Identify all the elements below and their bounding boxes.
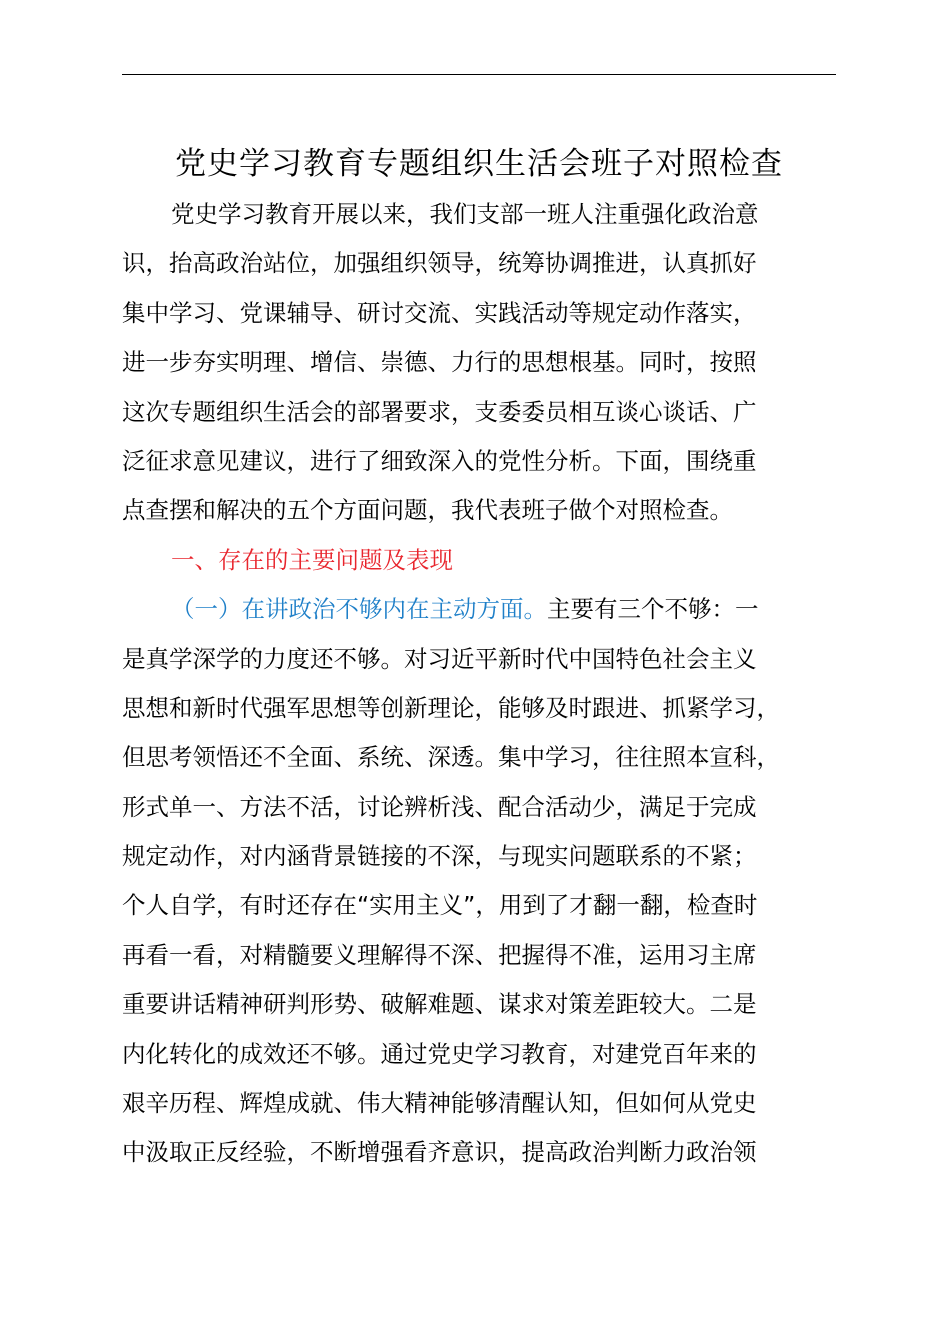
paragraph-line: 重要讲话精神研判形势、破解难题、谋求对策差距较大。二是	[122, 990, 757, 1019]
paragraph-line: 形式单一、方法不活，讨论辨析浅、配合活动少，满足于完成	[122, 792, 757, 821]
paragraph-line: 规定动作，对内涵背景链接的不深，与现实问题联系的不紧；	[122, 842, 757, 871]
subsection-heading: （一）在讲政治不够内在主动方面。	[171, 595, 547, 624]
subsection-line	[122, 585, 842, 634]
paragraph-line: 但思考领悟还不全面、系统、深透。集中学习，往往照本宣科，	[122, 743, 780, 772]
paragraph-line: 再看一看，对精髓要义理解得不深、把握得不准，运用习主席	[122, 940, 757, 969]
document-title: 党史学习教育专题组织生活会班子对照检查	[175, 146, 783, 182]
header-rule	[122, 74, 836, 75]
paragraph-line: 这次专题组织生活会的部署要求，支委委员相互谈心谈话、广	[122, 397, 757, 426]
document-body	[122, 190, 842, 1178]
paragraph-line: 个人自学，有时还存在“实用主义”，用到了才翻一翻，检查时	[122, 891, 758, 920]
paragraph-line: 识，抬高政治站位，加强组织领导，统筹协调推进，认真抓好	[122, 249, 757, 278]
paragraph-line: 党史学习教育开展以来，我们支部一班人注重强化政治意	[171, 200, 759, 228]
paragraph-line: 艰辛历程、辉煌成就、伟大精神能够清醒认知，但如何从党史	[122, 1089, 757, 1118]
paragraph-line: 集中学习、党课辅导、研讨交流、实践活动等规定动作落实，	[122, 298, 757, 327]
paragraph-line: 点查摆和解决的五个方面问题，我代表班子做个对照检查。	[122, 496, 733, 525]
section-heading: 一、存在的主要问题及表现	[171, 545, 453, 574]
subsection-text: 主要有三个不够：一	[547, 595, 759, 624]
paragraph-line: 思想和新时代强军思想等创新理论，能够及时跟进、抓紧学习，	[122, 693, 780, 722]
paragraph-line: 进一步夯实明理、增信、崇德、力行的思想根基。同时，按照	[122, 348, 757, 377]
paragraph-line: 泛征求意见建议，进行了细致深入的党性分析。下面，围绕重	[122, 446, 757, 475]
paragraph-line: 是真学深学的力度还不够。对习近平新时代中国特色社会主义	[122, 644, 757, 673]
paragraph-line: 中汲取正反经验，不断增强看齐意识，提高政治判断力政治领	[122, 1138, 757, 1167]
paragraph-line: 内化转化的成效还不够。通过党史学习教育，对建党百年来的	[122, 1039, 757, 1068]
